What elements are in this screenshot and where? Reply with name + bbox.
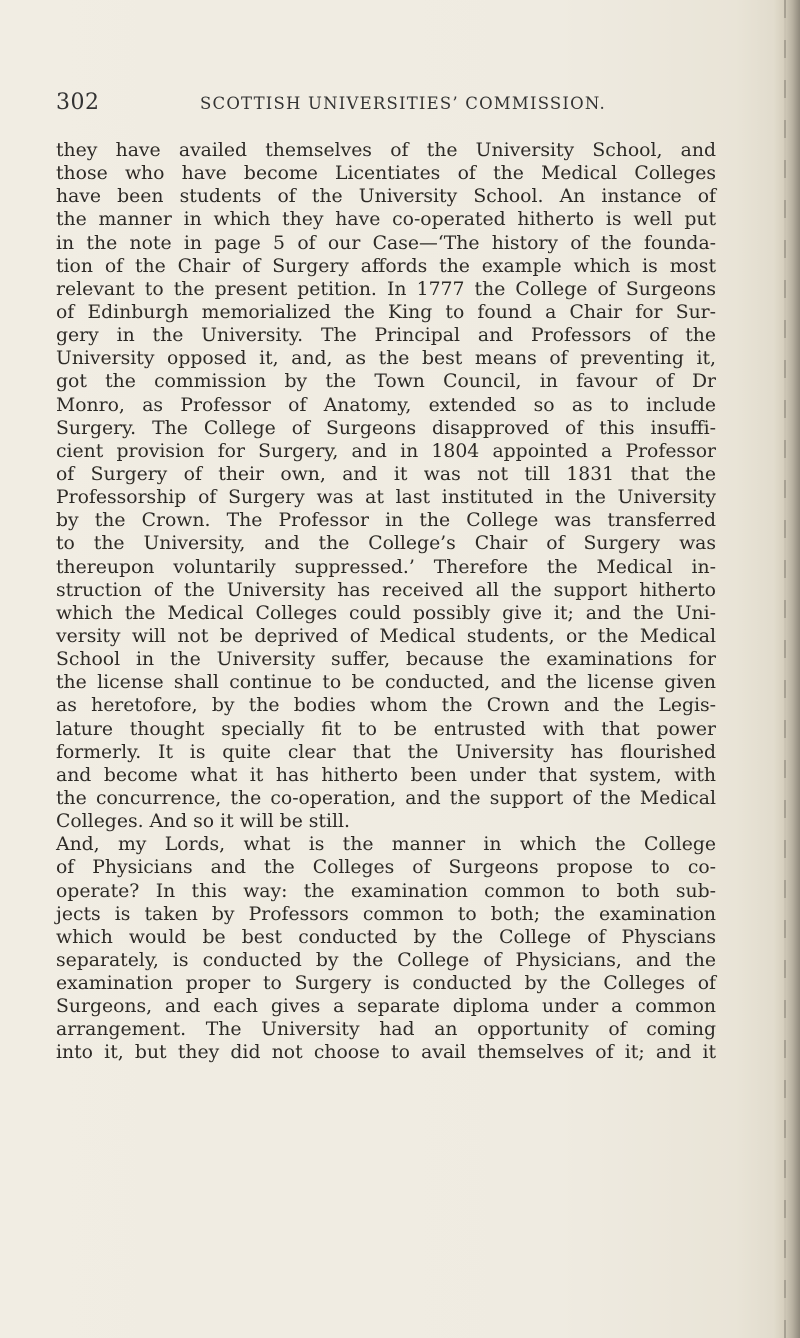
text-line: of Edinburgh memorialized the King to found a Chair for Sur- [56, 301, 716, 323]
text-line: Surgeons, and each gives a separate diploma under a common [56, 996, 716, 1018]
text-line: examination proper to Surgery is conducted by the Colleges of [56, 973, 716, 995]
text-line: which the Medical Colleges could possibly give it; and the Uni- [56, 602, 716, 624]
text-line: versity will not be deprived of Medical students, or the Medical [56, 625, 716, 647]
running-title: SCOTTISH UNIVERSITIES’ COMMISSION. [200, 94, 606, 113]
text-line: arrangement. The University had an opportunity of coming [56, 1019, 716, 1041]
text-line: School in the University suffer, because the examinations for [56, 649, 716, 671]
text-line: operate? In this way: the examination common to both sub- [56, 880, 716, 902]
text-line: by the Crown. The Professor in the College was transferred [56, 510, 716, 532]
text-line: tion of the Chair of Surgery affords the example which is most [56, 255, 716, 277]
text-line: separately, is conducted by the College of Physicians, and the [56, 949, 716, 971]
text-line: the concurrence, the co-operation, and the support of the Medical [56, 787, 716, 809]
text-line: Professorship of Surgery was at last instituted in the University [56, 487, 716, 509]
text-line: of Surgery of their own, and it was not till 1831 that the [56, 463, 716, 485]
text-line: cient provision for Surgery, and in 1804 appointed a Professor [56, 440, 716, 462]
text-line: formerly. It is quite clear that the University has flourished [56, 741, 716, 763]
page-gutter-edge [774, 0, 800, 1338]
text-line: to the University, and the College’s Chair of Surgery was [56, 533, 716, 555]
text-line: relevant to the present petition. In 1777 the College of Surgeons [56, 278, 716, 300]
text-line: the license shall continue to be conducted, and the license given [56, 672, 716, 694]
body-text [56, 139, 716, 1065]
text-line: got the commission by the Town Council, in favour of Dr [56, 371, 716, 393]
text-line: the manner in which they have co-operated hitherto is well put [56, 209, 716, 231]
text-line: have been students of the University School. An instance of [56, 186, 716, 208]
text-line: those who have become Licentiates of the Medical Colleges [56, 163, 716, 185]
running-head [0, 90, 720, 120]
text-line: as heretofore, by the bodies whom the Crown and the Legis- [56, 695, 716, 717]
text-line: and become what it has hitherto been under that system, with [56, 764, 716, 786]
text-line: gery in the University. The Principal and Professors of the [56, 325, 716, 347]
text-line: lature thought specially fit to be entrusted with that power [56, 718, 716, 740]
text-line: Monro, as Professor of Anatomy, extended so as to include [56, 394, 716, 416]
text-line: Colleges. And so it will be still. [56, 811, 350, 833]
text-line: into it, but they did not choose to avail themselves of it; and it [56, 1042, 716, 1064]
text-line: they have availed themselves of the University School, and [56, 140, 716, 161]
text-line: struction of the University has received all the support hitherto [56, 579, 716, 601]
text-line: thereupon voluntarily suppressed.’ Therefore the Medical in- [56, 556, 716, 578]
text-line: which would be best conducted by the College of Physcians [56, 926, 716, 948]
text-line: University opposed it, and, as the best means of preventing it, [56, 348, 716, 370]
text-line: in the note in page 5 of our Case—‘The history of the founda- [56, 232, 716, 254]
page-number: 302 [56, 90, 100, 115]
text-line: Surgery. The College of Surgeons disapproved of this insuffi- [56, 417, 716, 439]
text-line: And, my Lords, what is the manner in which the College [56, 834, 716, 856]
text-line: jects is taken by Professors common to both; the examination [56, 903, 716, 925]
text-line: of Physicians and the Colleges of Surgeons propose to co- [56, 857, 716, 879]
